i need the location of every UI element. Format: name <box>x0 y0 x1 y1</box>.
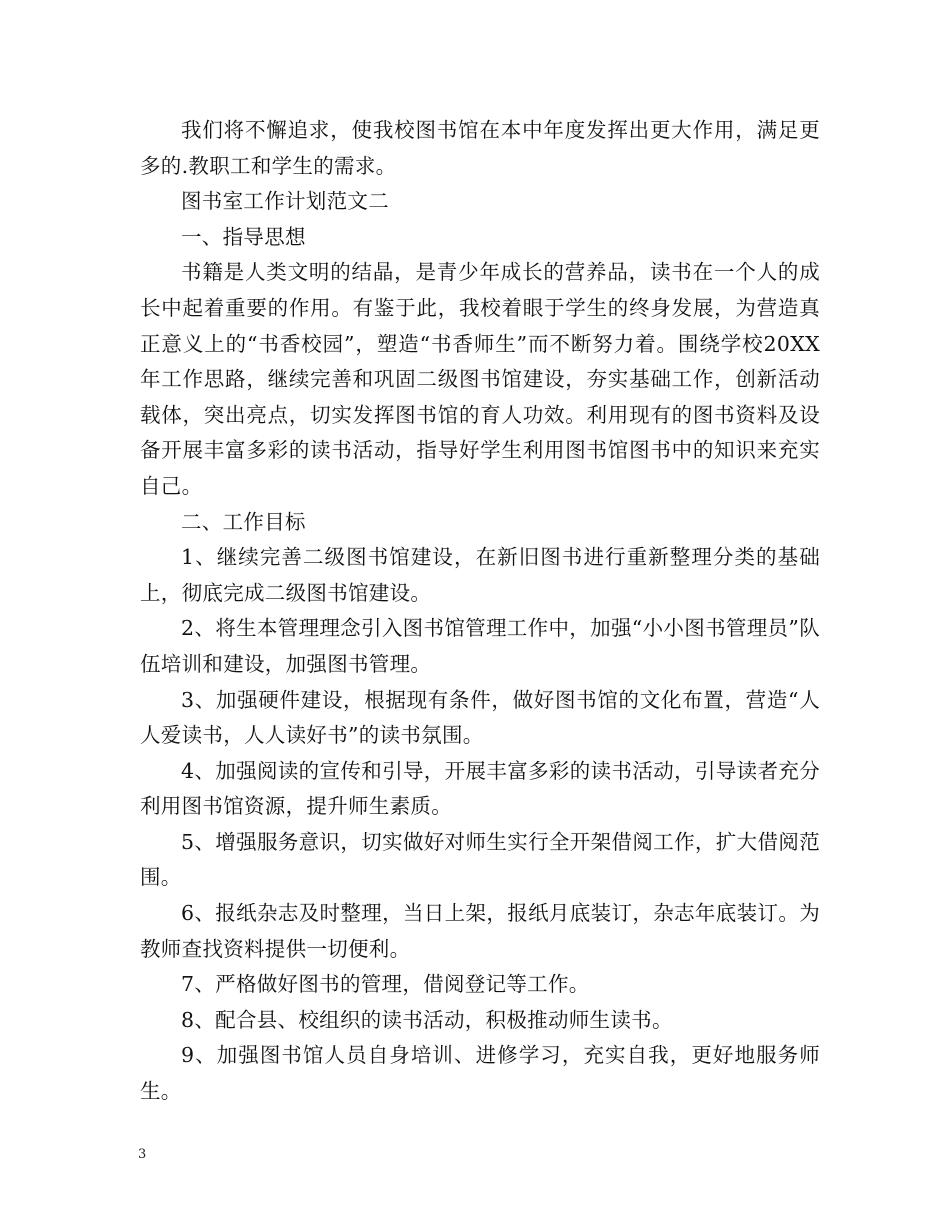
goal-item-1: 1、继续完善二级图书馆建设，在新旧图书进行重新整理分类的基础上，彻底完成二级图书馆建设。 <box>140 545 820 605</box>
goal-item-7: 7、严格做好图书的管理，借阅登记等工作。 <box>181 972 590 997</box>
goal-item-5: 5、增强服务意识，切实做好对师生实行全开架借阅工作，扩大借阅范围。 <box>140 829 820 890</box>
section-title: 图书室工作计划范文二 <box>181 189 389 214</box>
goal-item-8: 8、配合县、校组织的读书活动，积极推动师生读书。 <box>181 1007 673 1032</box>
heading-guiding-ideology: 一、指导思想 <box>181 224 306 249</box>
page-number: 3 <box>138 1147 147 1162</box>
goal-item-2: 2、将生本管理理念引入图书馆管理工作中，加强“小小图书管理员”队伍培训和建设，加强图书管理。 <box>140 616 820 676</box>
goal-item-3: 3、加强硬件建设，根据现有条件，做好图书馆的文化布置，营造“人人爱读书，人人读好书”的读书氛围。 <box>140 687 820 748</box>
document-body <box>140 113 820 1110</box>
goal-item-6: 6、报纸杂志及时整理，当日上架，报纸月底装订，杂志年底装订。为教师查找资料提供一切便利。 <box>140 901 820 961</box>
paragraph-guiding-ideology: 书籍是人类文明的结晶，是青少年成长的营养品，读书在一个人的成长中起着重要的作用。有鉴于此，我校着眼于学生的终身发展，为营造真正意义上的“书香校园”，塑造“书香师生”而不断努力着。围绕学校20XX年工作思路，继续完善和巩固二级图书馆建设，夯实基础工作，创新活动载体，突出亮点，切实发挥图书馆的育人功效。利用现有的图书资料及设备开展丰富多彩的读书活动，指导好学生利用图书馆图书中的知识来充实自己。 <box>140 260 820 498</box>
goal-item-9: 9、加强图书馆人员自身培训、进修学习，充实自我，更好地服务师生。 <box>140 1043 820 1104</box>
paragraph-closing: 我们将不懈追求，使我校图书馆在本中年度发挥出更大作用，满足更多的.教职工和学生的需求。 <box>140 118 820 178</box>
goal-item-4: 4、加强阅读的宣传和引导，开展丰富多彩的读书活动，引导读者充分利用图书馆资源，提升师生素质。 <box>140 758 820 819</box>
heading-work-goals: 二、工作目标 <box>181 509 306 534</box>
